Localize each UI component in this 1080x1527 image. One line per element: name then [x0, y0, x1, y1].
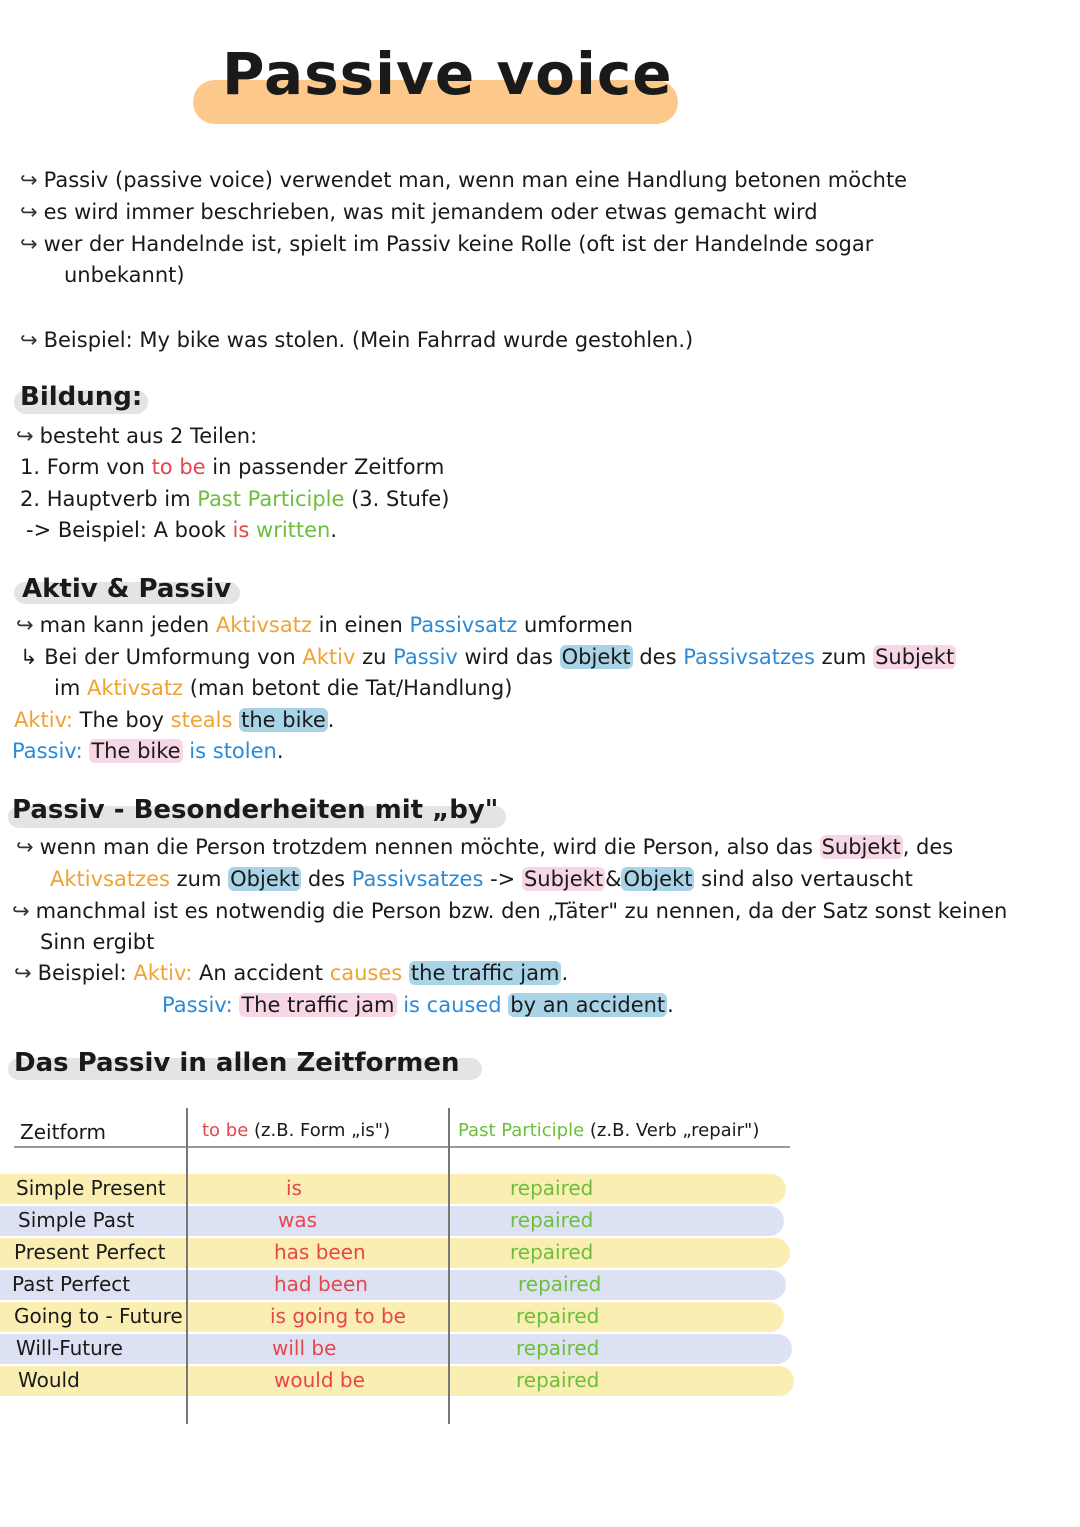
table-row-tense: Going to - Future [14, 1304, 183, 1328]
arrow-icon: ↪ [14, 961, 32, 985]
arrow-icon: ↪ [16, 613, 34, 637]
bildung-example: -> Beispiel: A book is written. [26, 518, 338, 542]
col-header-to-be: to be (z.B. Form „is") [202, 1120, 391, 1141]
intro-line-3b: unbekannt) [64, 263, 185, 287]
by-line-3: ↪ manchmal ist es notwendig die Person bzw. den „Täter" zu nennen, da der Satz sonst keinen [12, 899, 1008, 923]
arrow-icon: ↪ [20, 232, 38, 256]
table-row-tense: Simple Past [18, 1208, 135, 1232]
table-row-tense: Would [18, 1368, 80, 1392]
row-band [0, 1366, 794, 1396]
table-row-pp: repaired [516, 1304, 600, 1328]
arrow-icon: ↪ [12, 899, 30, 923]
heading-aktiv-passiv: Aktiv & Passiv [22, 574, 232, 604]
table-row-tense: Past Perfect [12, 1272, 131, 1296]
table-row-pp: repaired [516, 1336, 600, 1360]
heading-bildung: Bildung: [20, 382, 143, 412]
table-row-tense: Will-Future [16, 1336, 123, 1360]
heading-tenses: Das Passiv in allen Zeitformen [14, 1048, 460, 1078]
by-line-2: Aktivsatzes zum Objekt des Passivsatzes -> Subjekt&Objekt sind also vertauscht [50, 867, 913, 891]
bildung-item-1: 1. Form von to be in passender Zeitform [20, 455, 445, 479]
bildung-intro: ↪ besteht aus 2 Teilen: [16, 424, 258, 448]
passiv-example: Passiv: The bike is stolen. [12, 739, 284, 763]
table-divider-2 [448, 1108, 450, 1424]
arrow-icon: ↪ [20, 168, 38, 192]
table-row-be: will be [272, 1336, 337, 1360]
by-line-1: ↪ wenn man die Person trotzdem nennen möchte, wird die Person, also das Subjekt, des [16, 835, 954, 859]
table-row-be: had been [274, 1272, 368, 1296]
bildung-item-2: 2. Hauptverb im Past Participle (3. Stufe) [20, 487, 450, 511]
arrow-icon: ↪ [20, 200, 38, 224]
intro-line-1: ↪ Passiv (passive voice) verwendet man, wenn man eine Handlung betonen möchte [20, 168, 908, 192]
table-row-tense: Simple Present [16, 1176, 166, 1200]
col-header-zeitform: Zeitform [20, 1120, 107, 1144]
table-row-pp: repaired [510, 1240, 594, 1264]
page-title: Passive voice [222, 40, 673, 108]
arrow-icon: ↪ [16, 424, 34, 448]
aktiv-passiv-line-3: im Aktivsatz (man betont die Tat/Handlung) [54, 676, 513, 700]
intro-line-3: ↪ wer der Handelnde ist, spielt im Passiv keine Rolle (oft ist der Handelnde sogar [20, 232, 874, 256]
table-row-be: would be [274, 1368, 365, 1392]
aktiv-passiv-line-2: ↳ Bei der Umformung von Aktiv zu Passiv wird das Objekt des Passivsatzes zum Subjekt [20, 645, 955, 669]
table-row-be: was [278, 1208, 318, 1232]
aktiv-example: Aktiv: The boy steals the bike. [14, 708, 335, 732]
table-row-be: is [286, 1176, 302, 1200]
table-divider-1 [186, 1108, 188, 1424]
table-row-pp: repaired [518, 1272, 602, 1296]
arrow-icon: ↪ [16, 835, 34, 859]
intro-example: ↪ Beispiel: My bike was stolen. (Mein Fahrrad wurde gestohlen.) [20, 328, 694, 352]
aktiv-passiv-line-1: ↪ man kann jeden Aktivsatz in einen Passivsatz umformen [16, 613, 633, 637]
by-example-passiv: Passiv: The traffic jam is caused by an accident. [162, 993, 674, 1017]
table-row-tense: Present Perfect [14, 1240, 166, 1264]
table-row-pp: repaired [510, 1208, 594, 1232]
by-line-4: Sinn ergibt [40, 930, 155, 954]
table-row-be: is going to be [270, 1304, 406, 1328]
table-row-pp: repaired [510, 1176, 594, 1200]
table-row-be: has been [274, 1240, 366, 1264]
heading-by: Passiv - Besonderheiten mit „by" [12, 795, 499, 825]
table-row-pp: repaired [516, 1368, 600, 1392]
intro-line-2: ↪ es wird immer beschrieben, was mit jemandem oder etwas gemacht wird [20, 200, 818, 224]
table-header-divider [14, 1146, 790, 1148]
by-example-aktiv: ↪ Beispiel: Aktiv: An accident causes the traffic jam. [14, 961, 569, 985]
col-header-past-participle: Past Participle (z.B. Verb „repair") [458, 1120, 760, 1141]
arrow-icon: ↪ [20, 328, 38, 352]
